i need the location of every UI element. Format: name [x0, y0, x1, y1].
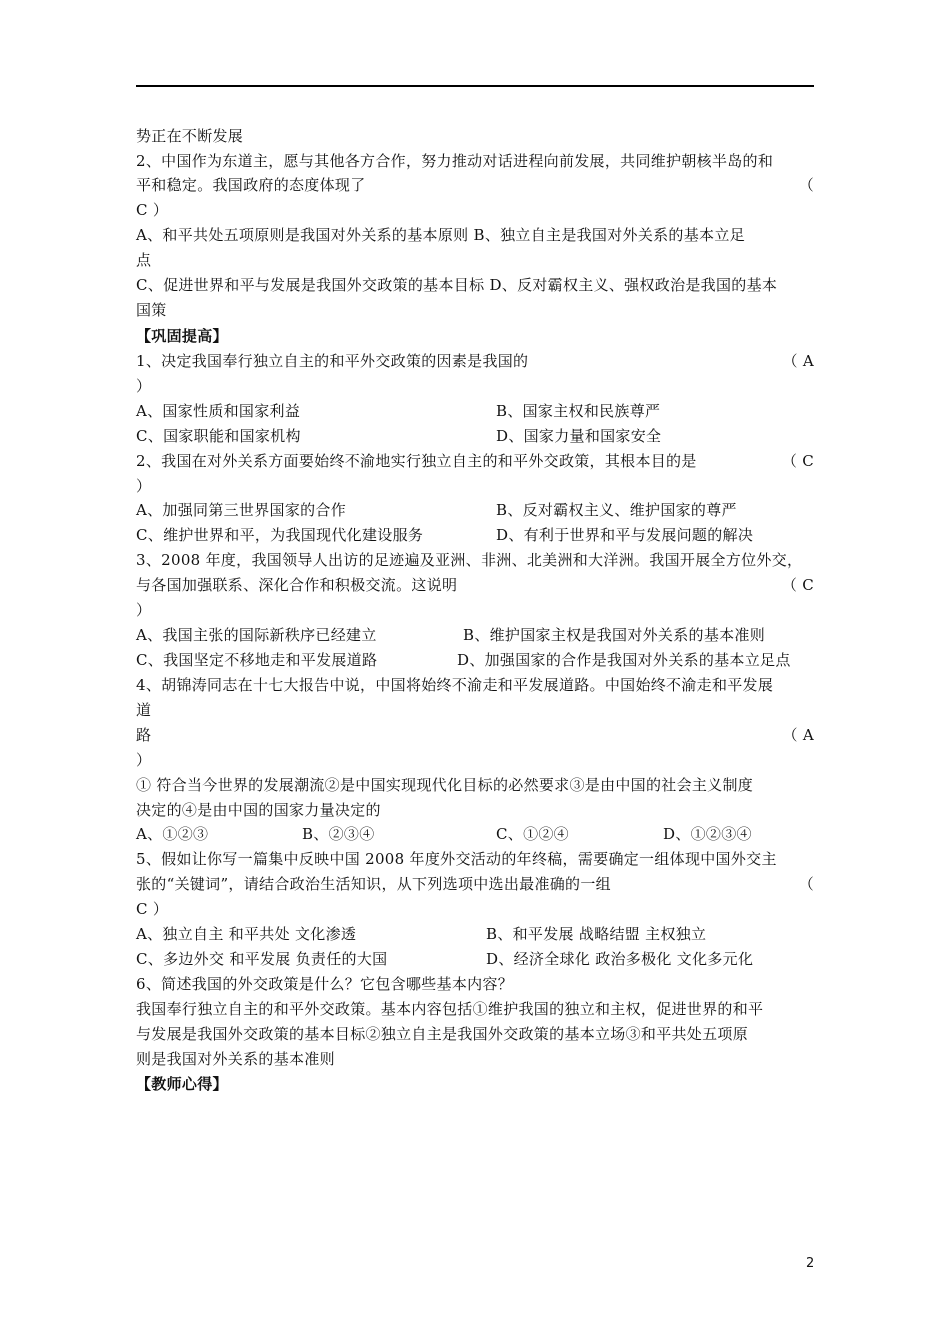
- question-5-stem: 5、假如让你写一篇集中反映中国 2008 年度外交活动的年终稿，需要确定一组体现中国外交主: [136, 850, 777, 868]
- question-3-stem: 3、2008 年度，我国领导人出访的足迹遍及亚洲、非洲、北美洲和大洋洲。我国开展全方位外交，: [136, 551, 803, 569]
- statement-line: 决定的④是由中国的国家力量决定的: [136, 801, 381, 819]
- stem-text: 1、决定我国奉行独立自主的和平外交政策的因素是我国的: [136, 352, 529, 370]
- question-3-stem-cont: [136, 575, 814, 595]
- header-rule: [136, 85, 814, 87]
- answer-paren-close: ）: [136, 601, 152, 619]
- option-c: C、多边外交 和平发展 负责任的大国: [136, 950, 388, 968]
- option-line: A、和平共处五项原则是我国对外关系的基本原则 B、独立自主是我国对外关系的基本立足: [136, 226, 745, 244]
- option-c: C、维护世界和平，为我国现代化建设服务: [136, 526, 424, 544]
- option-b: B、国家主权和民族尊严: [496, 402, 661, 420]
- answer-paren: （: [798, 176, 814, 194]
- option-a: A、我国主张的国际新秩序已经建立: [136, 626, 377, 644]
- answer-paren: （ A: [782, 726, 814, 744]
- question-6-stem: 6、简述我国的外交政策是什么？它包含哪些基本内容？: [136, 975, 514, 993]
- answer-paren-close: ）: [136, 477, 152, 495]
- option-d: D、经济全球化 政治多极化 文化多元化: [486, 950, 754, 968]
- question-1-stem: [136, 351, 814, 371]
- stem-text: 与各国加强联系、深化合作和积极交流。这说明: [136, 576, 458, 594]
- option-line: 国策: [136, 301, 167, 319]
- answer: C ）: [136, 900, 169, 918]
- question-2-stem-cont: [136, 175, 814, 195]
- stem-text: 2、我国在对外关系方面要始终不渝地实行独立自主的和平外交政策，其根本目的是: [136, 452, 697, 470]
- option-a: A、①②③: [136, 825, 209, 843]
- section-heading-consolidate: 【巩固提高】: [136, 327, 228, 345]
- question-4-stem-cont: 道: [136, 701, 152, 719]
- option-b: B、反对霸权主义、维护国家的尊严: [496, 501, 737, 519]
- question-4-stem: 4、胡锦涛同志在十七大报告中说，中国将始终不渝走和平发展道路。中国始终不渝走和平发展: [136, 676, 774, 694]
- option-d: D、国家力量和国家安全: [496, 427, 662, 445]
- option-b: B、②③④: [302, 825, 375, 843]
- option-d: D、有利于世界和平与发展问题的解决: [496, 526, 754, 544]
- option-b: B、和平发展 战略结盟 主权独立: [486, 925, 707, 943]
- option-a: A、国家性质和国家利益: [136, 402, 301, 420]
- answer-paren-close: ）: [136, 377, 152, 395]
- option-line: C、促进世界和平与发展是我国外交政策的基本目标 D、反对霸权主义、强权政治是我国的基本: [136, 276, 778, 294]
- text-line: 势正在不断发展: [136, 127, 244, 145]
- option-d: D、①②③④: [663, 825, 752, 843]
- page-number: 2: [806, 1256, 815, 1271]
- answer-paren: （ C: [781, 576, 814, 594]
- answer-text: 则是我国对外关系的基本准则: [136, 1050, 335, 1068]
- answer-paren-close: ）: [136, 751, 152, 769]
- answer-paren: （ A: [782, 352, 814, 370]
- stem-text: 张的“关键词”，请结合政治生活知识，从下列选项中选出最准确的一组: [136, 875, 611, 893]
- stem-text: 路: [136, 726, 152, 744]
- section-heading-teacher-notes: 【教师心得】: [136, 1075, 228, 1093]
- answer-paren: （: [798, 875, 814, 893]
- question-2b-stem: [136, 451, 814, 471]
- answer-paren: （ C: [781, 452, 814, 470]
- option-c: C、①②④: [496, 825, 569, 843]
- question-4-stem-cont: [136, 725, 814, 745]
- answer: C ）: [136, 201, 169, 219]
- option-a: A、独立自主 和平共处 文化渗透: [136, 925, 357, 943]
- option-c: C、国家职能和国家机构: [136, 427, 301, 445]
- answer-text: 我国奉行独立自主的和平外交政策。基本内容包括①维护我国的独立和主权，促进世界的和平: [136, 1000, 764, 1018]
- statement-line: ① 符合当今世界的发展潮流②是中国实现现代化目标的必然要求③是由中国的社会主义制度: [136, 776, 754, 794]
- stem-text: 平和稳定。我国政府的态度体现了: [136, 176, 366, 194]
- option-c: C、我国坚定不移地走和平发展道路: [136, 651, 378, 669]
- option-a: A、加强同第三世界国家的合作: [136, 501, 347, 519]
- option-line: 点: [136, 251, 152, 269]
- answer-text: 与发展是我国外交政策的基本目标②独立自主是我国外交政策的基本立场③和平共处五项原: [136, 1025, 749, 1043]
- option-b: B、维护国家主权是我国对外关系的基本准则: [463, 626, 766, 644]
- question-2-stem: 2、中国作为东道主，愿与其他各方合作，努力推动对话进程向前发展，共同维护朝核半岛的和: [136, 152, 774, 170]
- question-5-stem-cont: [136, 874, 814, 894]
- option-d: D、加强国家的合作是我国对外关系的基本立足点: [457, 651, 791, 669]
